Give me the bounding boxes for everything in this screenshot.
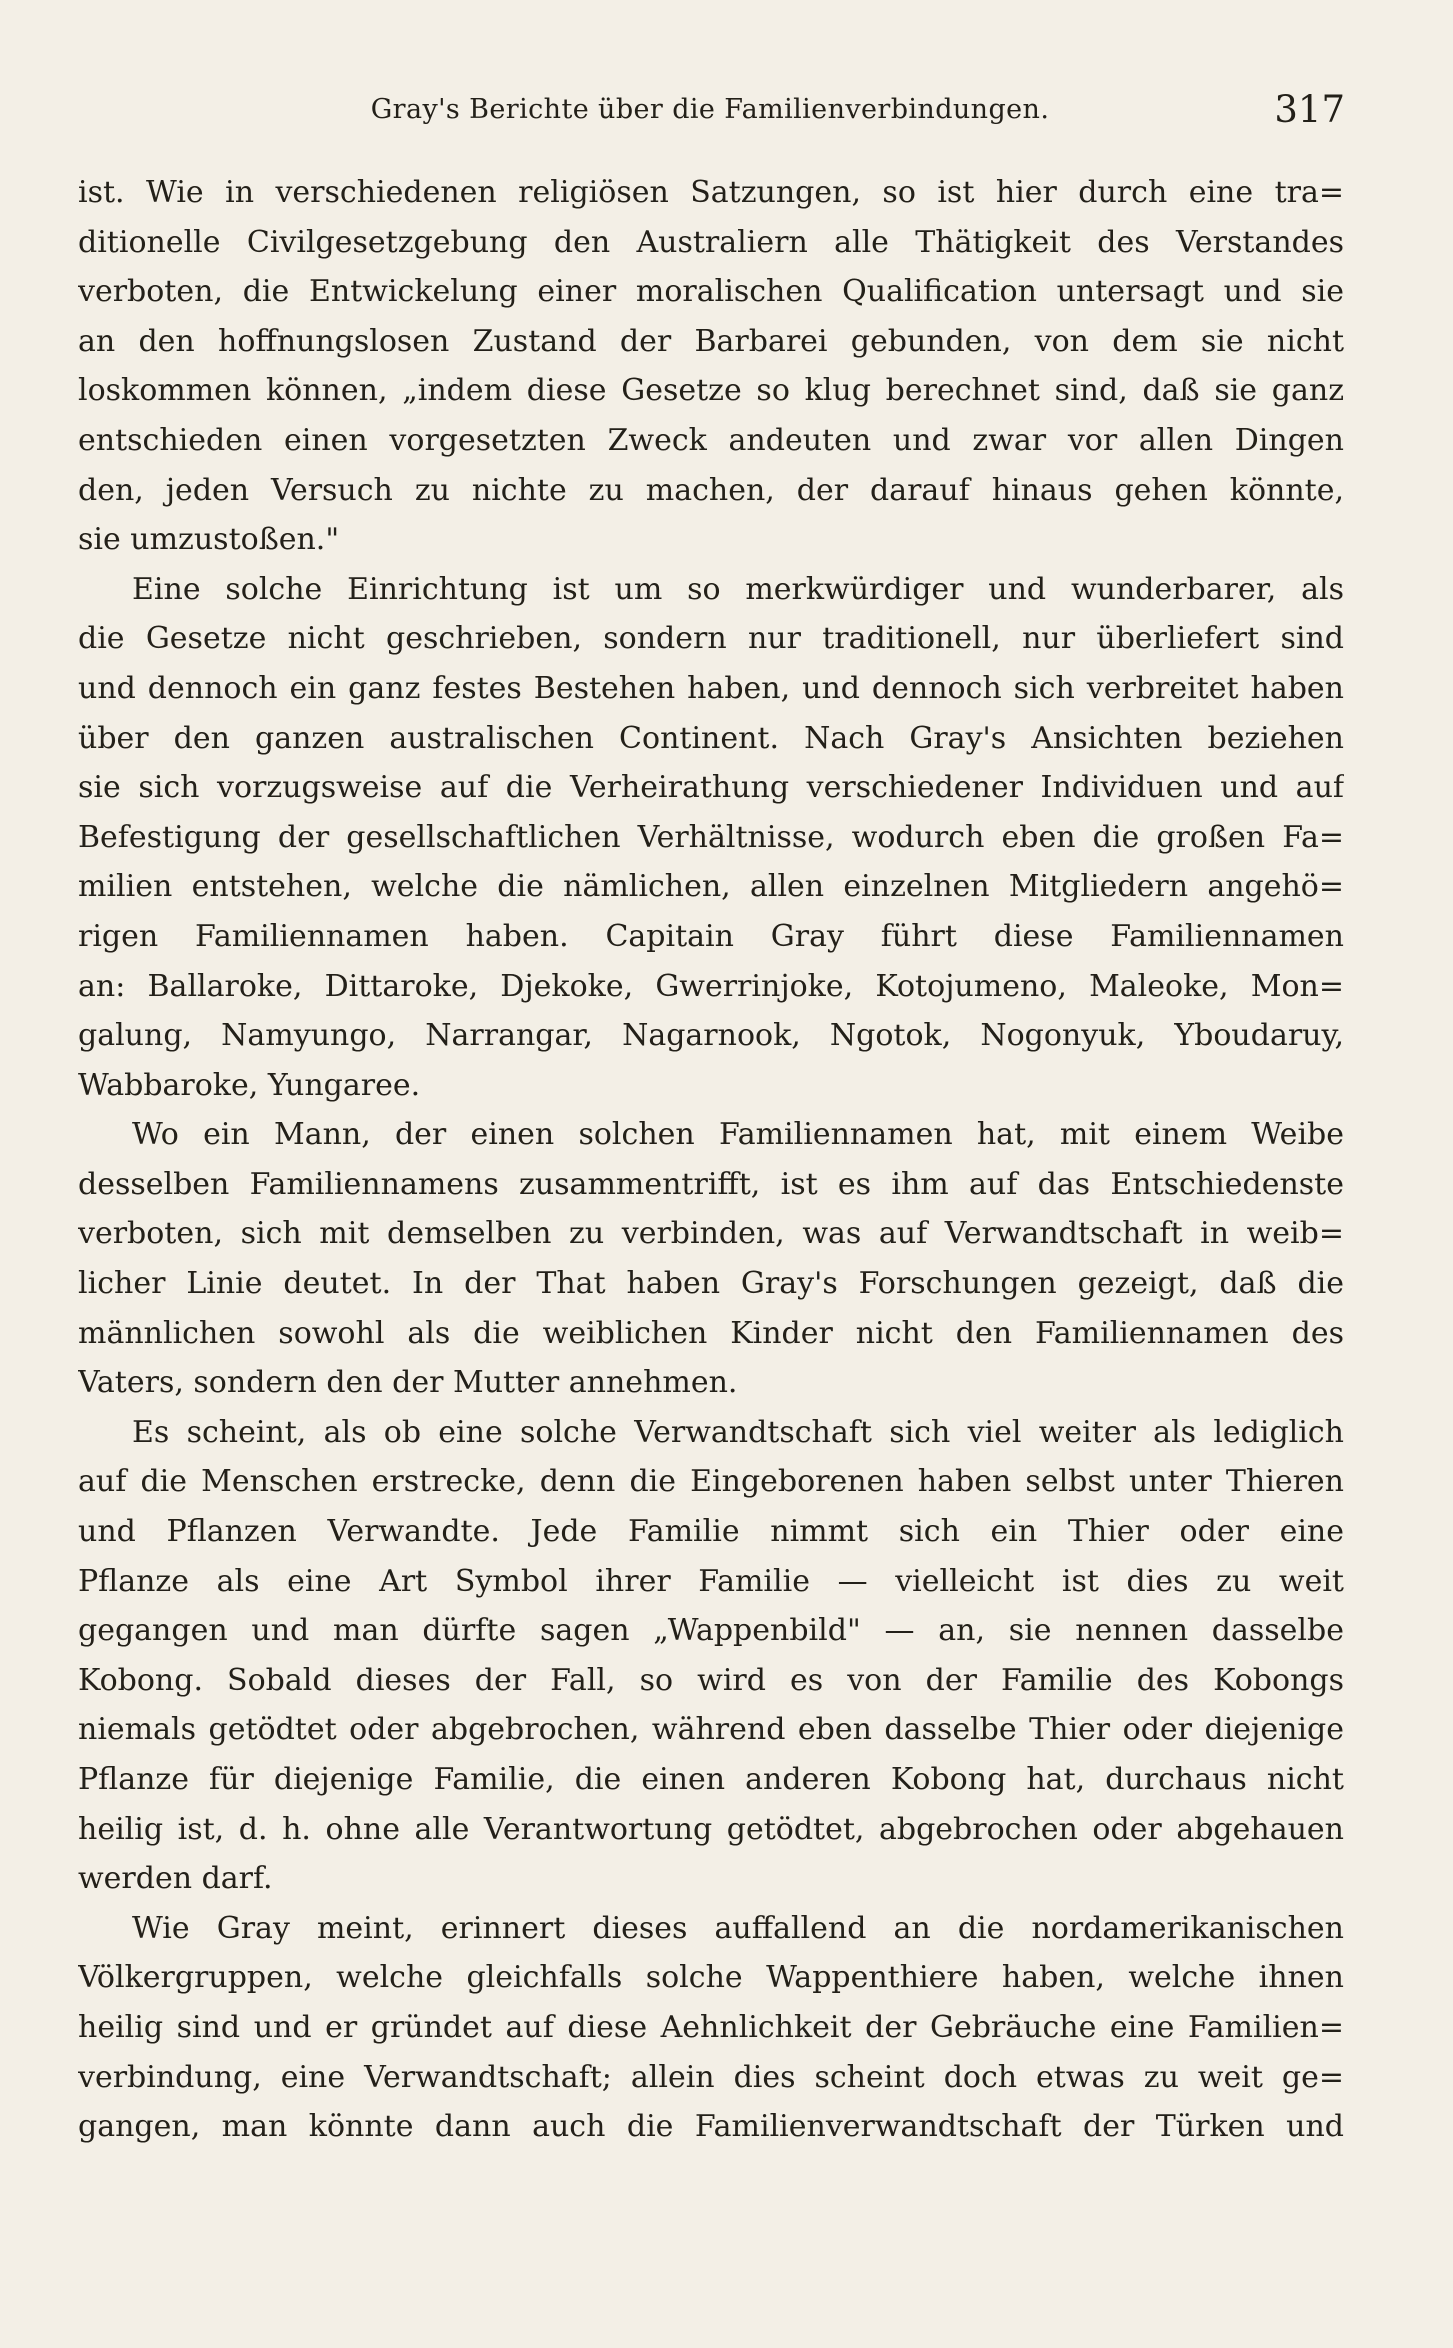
text-line: Vaters, sondern den der Mutter annehmen. <box>78 1365 738 1401</box>
text-line: Pflanze für diejenige Familie, die einen anderen Kobong hat, durchaus nicht <box>78 1762 1344 1797</box>
paragraph-2 <box>78 565 1344 1111</box>
text-line: niemals getödtet oder abgebrochen, während eben dasselbe Thier oder diejenige <box>78 1712 1344 1748</box>
text-line: verboten, die Entwickelung einer moralischen Qualification untersagt und sie <box>78 274 1344 310</box>
text-line: Befestigung der gesellschaftlichen Verhältnisse, wodurch eben die großen Fa= <box>78 819 1344 855</box>
text-line: milien entstehen, welche die nämlichen, allen einzelnen Mitgliedern angehö= <box>78 869 1344 905</box>
text-line: loskommen können, „indem diese Gesetze so klug berechnet sind, daß sie ganz <box>78 373 1344 409</box>
page-number: 317 <box>1274 88 1345 131</box>
text-line: über den ganzen australischen Continent. Nach Gray's Ansichten beziehen <box>78 720 1344 756</box>
paragraph-3 <box>78 1110 1344 1408</box>
text-line: Pflanze als eine Art Symbol ihrer Familie — vielleicht ist dies zu weit <box>78 1563 1344 1599</box>
text-line: rigen Familiennamen haben. Capitain Gray führt diese Familiennamen <box>78 918 1344 954</box>
text-line: Eine solche Einrichtung ist um so merkwürdiger und wunderbarer, als <box>132 571 1344 607</box>
body-text <box>78 168 1344 2152</box>
text-line: verbindung, eine Verwandtschaft; allein dies scheint doch etwas zu weit ge= <box>78 2059 1344 2095</box>
text-line: verboten, sich mit demselben zu verbinden, was auf Verwandtschaft in weib= <box>78 1216 1344 1252</box>
text-line: auf die Menschen erstrecke, denn die Eingeborenen haben selbst unter Thieren <box>78 1464 1344 1500</box>
text-line: Völkergruppen, welche gleichfalls solche Wappenthiere haben, welche ihnen <box>78 1960 1344 1996</box>
text-line: und dennoch ein ganz festes Bestehen haben, und dennoch sich verbreitet haben <box>78 670 1344 706</box>
running-title: Gray's Berichte über die Familienverbindungen. <box>370 94 1050 125</box>
text-line: galung, Namyungo, Narrangar, Nagarnook, Ngotok, Nogonyuk, Yboudaruy, <box>78 1018 1344 1054</box>
paragraph-5 <box>78 1904 1344 2152</box>
paragraph-4 <box>78 1408 1344 1904</box>
text-line: heilig ist, d. h. ohne alle Verantwortung getödtet, abgebrochen oder abgehauen <box>78 1811 1344 1847</box>
text-line: an den hoffnungslosen Zustand der Barbarei gebunden, von dem sie nicht <box>78 323 1344 359</box>
text-line: Es scheint, als ob eine solche Verwandtschaft sich viel weiter als lediglich <box>132 1414 1344 1450</box>
text-line: Wie Gray meint, erinnert dieses auffallend an die nordamerikanischen <box>132 1910 1344 1946</box>
page-header <box>0 88 1453 138</box>
text-line: desselben Familiennamens zusammentrifft, ist es ihm auf das Entschiedenste <box>78 1166 1344 1202</box>
text-line: die Gesetze nicht geschrieben, sondern nur traditionell, nur überliefert sind <box>78 621 1344 657</box>
text-line: ist. Wie in verschiedenen religiösen Satzungen, so ist hier durch eine tra= <box>78 175 1344 210</box>
text-line: licher Linie deutet. In der That haben Gray's Forschungen gezeigt, daß die <box>78 1266 1344 1302</box>
text-line: ditionelle Civilgesetzgebung den Australiern alle Thätigkeit des Verstandes <box>78 224 1344 260</box>
text-line: männlichen sowohl als die weiblichen Kinder nicht den Familiennamen des <box>78 1315 1344 1351</box>
text-line: werden darf. <box>78 1861 273 1897</box>
text-line: sie umzustoßen." <box>78 522 340 558</box>
text-line: gegangen und man dürfte sagen „Wappenbild" — an, sie nennen dasselbe <box>78 1613 1344 1649</box>
text-line: Wabbaroke, Yungaree. <box>78 1067 421 1103</box>
text-line: den, jeden Versuch zu nichte zu machen, der darauf hinaus gehen könnte, <box>78 472 1344 508</box>
text-line: heilig sind und er gründet auf diese Aehnlichkeit der Gebräuche eine Familien= <box>78 2009 1344 2045</box>
text-line: Kobong. Sobald dieses der Fall, so wird es von der Familie des Kobongs <box>78 1662 1344 1698</box>
text-line: Wo ein Mann, der einen solchen Familiennamen hat, mit einem Weibe <box>132 1117 1344 1153</box>
text-line: und Pflanzen Verwandte. Jede Familie nimmt sich ein Thier oder eine <box>78 1514 1344 1550</box>
paragraph-1 <box>78 168 1344 565</box>
text-line: gangen, man könnte dann auch die Familienverwandtschaft der Türken und <box>78 2109 1344 2145</box>
text-line: sie sich vorzugsweise auf die Verheirathung verschiedener Individuen und auf <box>78 770 1344 806</box>
text-line: an: Ballaroke, Dittaroke, Djekoke, Gwerrinjoke, Kotojumeno, Maleoke, Mon= <box>78 968 1344 1004</box>
text-line: entschieden einen vorgesetzten Zweck andeuten und zwar vor allen Dingen <box>78 422 1344 458</box>
